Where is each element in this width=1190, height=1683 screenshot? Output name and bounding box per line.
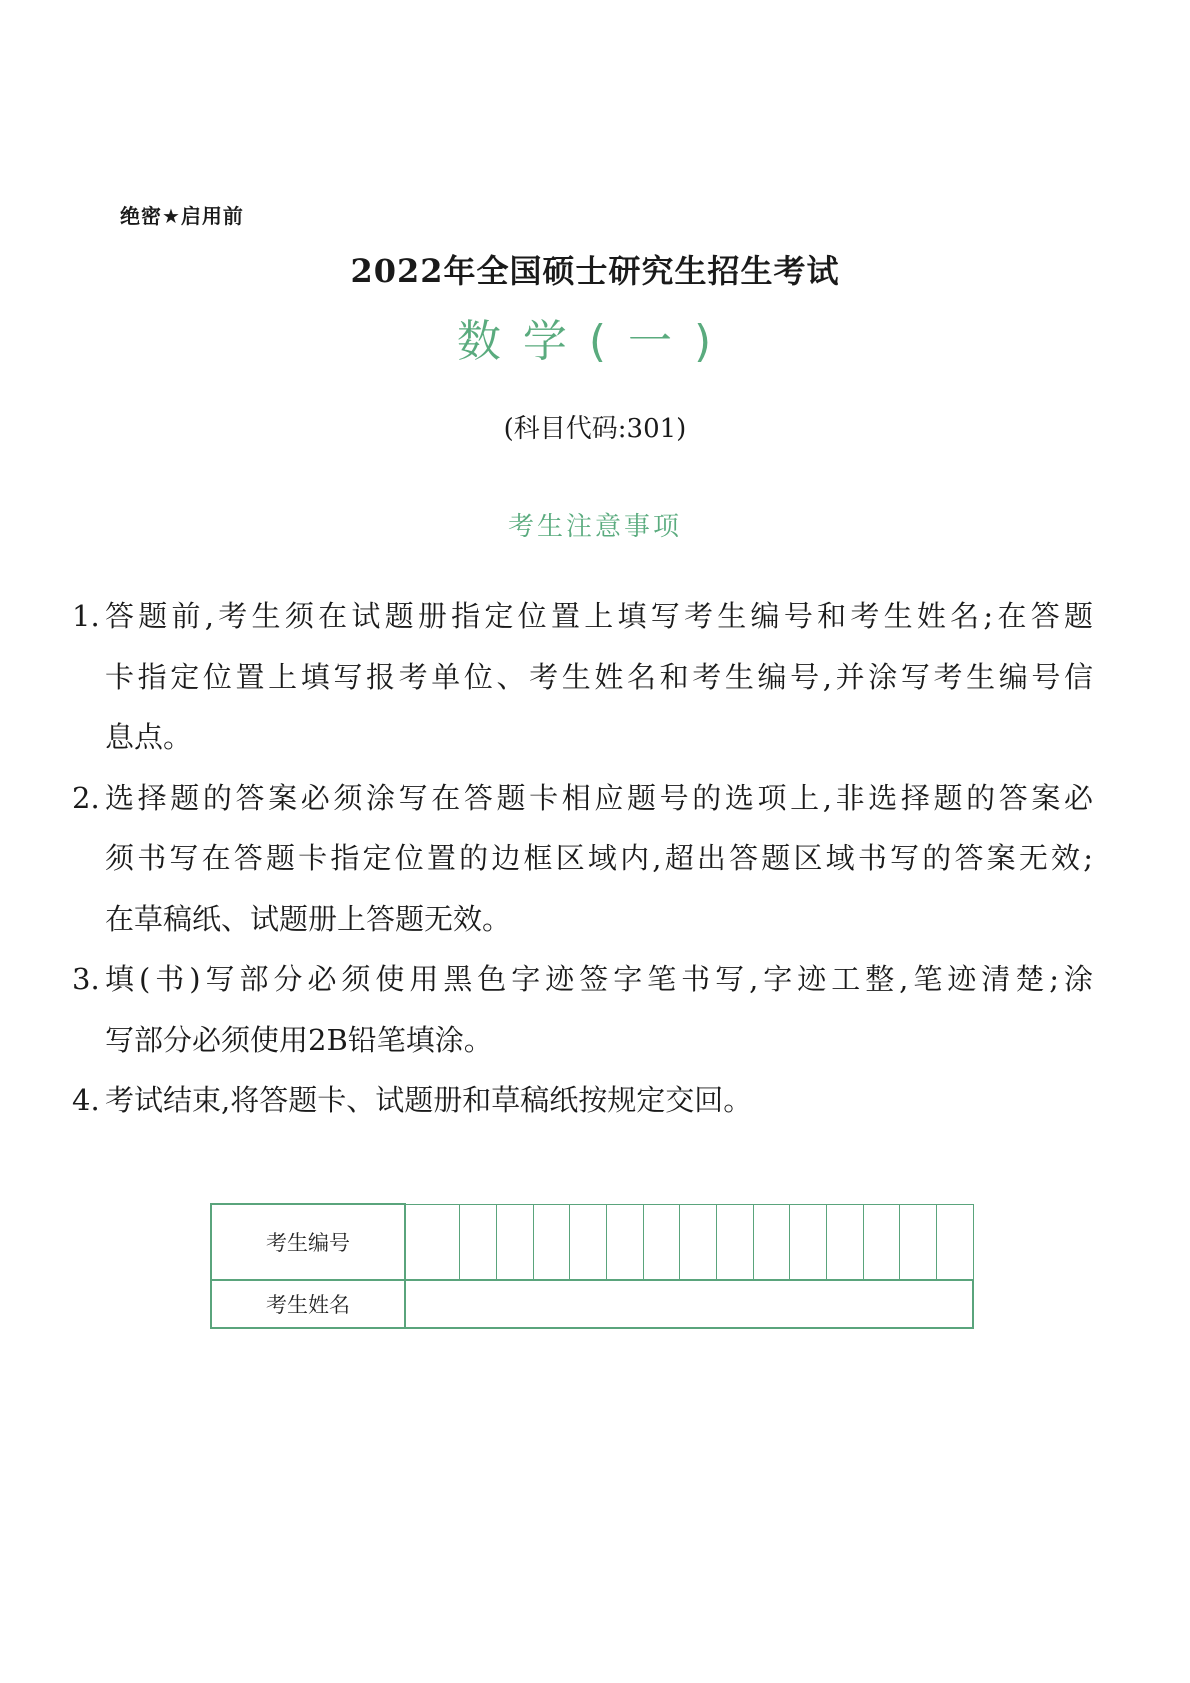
instruction-line: 答题前,考生须在试题册指定位置上填写考生编号和考生姓名;在答题 [105, 599, 1093, 633]
candidate-id-digit-cell[interactable] [753, 1204, 790, 1280]
instruction-number: 3. [72, 962, 100, 996]
candidate-id-digit-cell[interactable] [790, 1204, 827, 1280]
instruction-line: 写部分必须使用2B铅笔填涂。 [105, 1022, 493, 1057]
instruction-number: 2. [72, 780, 100, 815]
candidate-id-digit-cell[interactable] [680, 1204, 717, 1280]
instruction-line: 考试结束,将答题卡、试题册和草稿纸按规定交回。 [105, 1083, 753, 1117]
instruction-line: 选择题的答案必须涂写在答题卡相应题号的选项上,非选择题的答案必 [105, 780, 1093, 815]
instruction-line: 息点。 [105, 720, 193, 754]
instruction-number: 1. [72, 599, 100, 633]
candidate-id-digit-cell[interactable] [533, 1204, 570, 1280]
instruction-line: 填(书)写部分必须使用黑色字迹签字笔书写,字迹工整,笔迹清楚;涂 [105, 962, 1093, 996]
candidate-id-digit-cell[interactable] [863, 1204, 900, 1280]
candidate-id-digit-cell[interactable] [826, 1204, 863, 1280]
confidential-label: 绝密★启用前 [120, 204, 244, 228]
candidate-id-digit-cell[interactable] [643, 1204, 680, 1280]
candidate-id-digit-cell[interactable] [716, 1204, 753, 1280]
candidate-id-label: 考生编号 [211, 1204, 405, 1280]
candidate-id-digit-cell[interactable] [936, 1204, 973, 1280]
candidate-id-digit-cell[interactable] [405, 1204, 460, 1280]
candidate-id-digit-cell[interactable] [607, 1204, 644, 1280]
instruction-line: 卡指定位置上填写报考单位、考生姓名和考生编号,并涂写考生编号信 [105, 659, 1093, 694]
candidate-info-table [210, 1203, 974, 1329]
instruction-line: 在草稿纸、试题册上答题无效。 [105, 901, 512, 936]
candidate-id-digit-cell[interactable] [460, 1204, 497, 1280]
instruction-line: 须书写在答题卡指定位置的边框区域内,超出答题区域书写的答案无效; [105, 841, 1093, 875]
candidate-id-digit-cell[interactable] [497, 1204, 534, 1280]
notice-heading: 考生注意事项 [507, 512, 682, 542]
candidate-id-digit-cell[interactable] [900, 1204, 937, 1280]
instruction-number: 4. [72, 1083, 100, 1117]
candidate-name-label: 考生姓名 [211, 1280, 405, 1328]
candidate-name-field[interactable] [405, 1280, 973, 1328]
subject-title: 数学(一) [456, 316, 734, 367]
exam-title: 2022年全国硕士研究生招生考试 [350, 252, 840, 290]
subject-code: (科目代码:301) [503, 414, 687, 444]
candidate-id-digit-cell[interactable] [570, 1204, 607, 1280]
